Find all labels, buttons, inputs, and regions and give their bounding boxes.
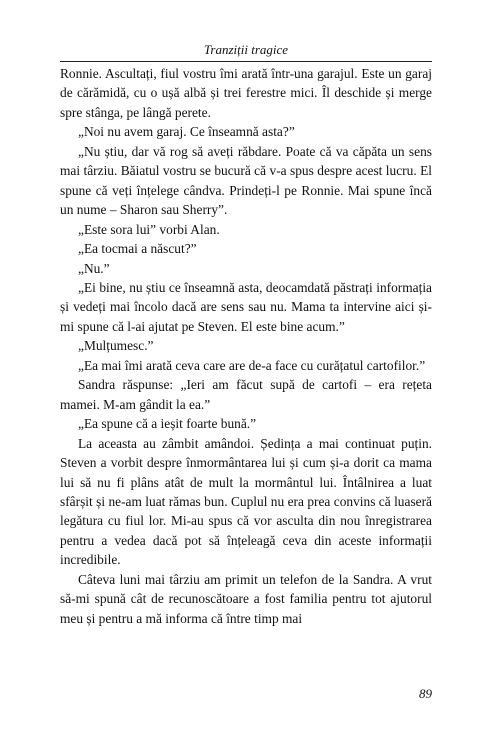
page-body	[60, 64, 432, 628]
page-number: 89	[419, 686, 432, 701]
paragraph: „Mulțumesc.”	[78, 338, 154, 354]
paragraph: „Ea spune că a ieșit foarte bună.”	[78, 416, 257, 432]
paragraph: Ronnie. Ascultați, fiul vostru îmi arată într-una garajul. Este un garaj de cărămidă, cu o ușă albă și trei ferestre mici. Îl deschide și merge spre stânga, pe lângă perete.	[60, 66, 432, 120]
paragraph: „Ea mai îmi arată ceva care are de-a face cu curățatul cartofilor.”	[78, 357, 426, 373]
paragraph: Câteva luni mai târziu am primit un telefon de la Sandra. A vrut să-mi spună cât de recunoscătoare a fost familia pentru tot ajutorul meu și pentru a mă informa că între timp mai	[60, 571, 432, 626]
paragraph: „Nu.”	[78, 260, 110, 276]
paragraph: La aceasta au zâmbit amândoi. Ședința a mai continuat puțin. Steven a vorbit despre înmormântarea lui și cum și-a dorit ca mama lui să nu fi plâns atât de mult la mormântul lui. Întâlnirea a luat sfârșit și ne-am luat rămas bun. Cuplul nu era prea convins că luaseră legătura cu fiul lor. Mi-au spus că vor asculta din nou înregistrarea pentru a vedea dacă pot să înțeleagă ceva din aceste informații incredibile.	[60, 435, 432, 568]
paragraph: „Nu știu, dar vă rog să aveți răbdare. Poate că va căpăta un sens mai târziu. Băiatul vostru se bucură că v-a spus despre acest lucru. El spune că veți înțelege cândva. Prindeți-l pe Ronnie. Mai spune încă un nume – Sharon sau Sherry”.	[60, 143, 432, 218]
paragraph: „Este sora lui” vorbi Alan.	[78, 221, 220, 237]
paragraph: Sandra răspunse: „Ieri am făcut supă de cartofi – era rețeta mamei. M-am gândit la ea.”	[60, 377, 432, 412]
running-title: Tranziții tragice	[203, 42, 289, 57]
paragraph: „Ea tocmai a născut?”	[78, 241, 197, 257]
paragraph: „Noi nu avem garaj. Ce înseamnă asta?”	[78, 124, 295, 140]
paragraph: „Ei bine, nu știu ce înseamnă asta, deocamdată păstrați informația și vedeți mai încolo dacă are sens sau nu. Mama ta intervine aici și-mi spune că l-ai ajutat pe Steven. El este bine acum.”	[60, 279, 432, 334]
header-rule	[60, 61, 432, 62]
